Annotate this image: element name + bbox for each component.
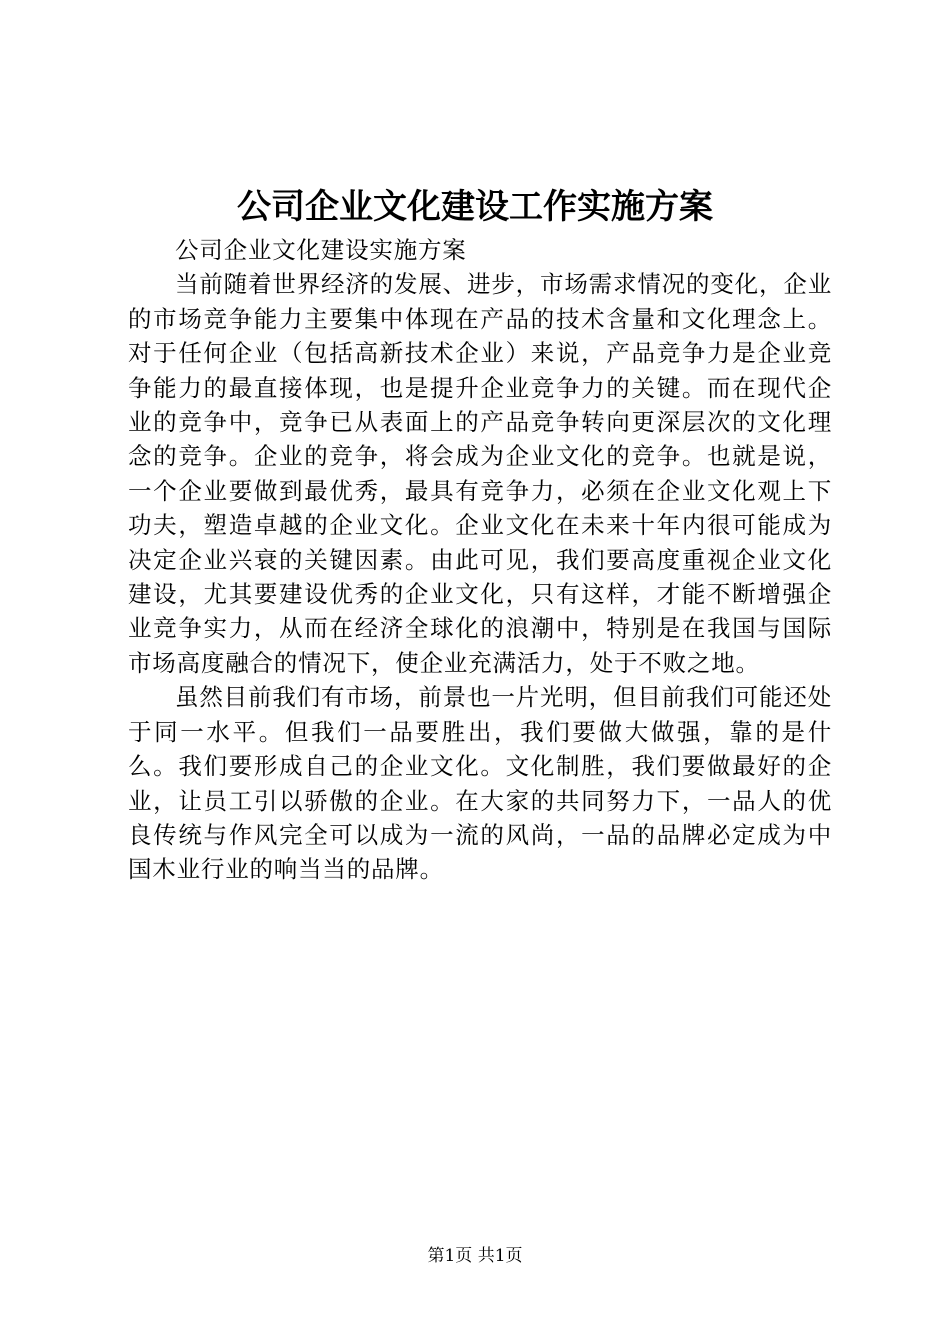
- body-paragraph: 虽然目前我们有市场，前景也一片光明，但目前我们可能还处于同一水平。但我们一品要胜出，我们要做大做强，靠的是什么。我们要形成自己的企业文化。文化制胜，我们要做最好的企业，让员工引以骄傲的企业。在大家的共同努力下，一品人的优良传统与作风完全可以成为一流的风尚，一品的品牌必定成为中国木业行业的响当当的品牌。: [128, 683, 832, 884]
- document-subtitle: 公司企业文化建设实施方案: [175, 236, 467, 264]
- page-number: 第1页 共1页: [427, 1246, 523, 1266]
- document-title: 公司企业文化建设工作实施方案: [237, 187, 713, 227]
- document-body: [128, 233, 832, 887]
- body-paragraph: 当前随着世界经济的发展、进步，市场需求情况的变化，企业的市场竞争能力主要集中体现在产品的技术含量和文化理念上。对于任何企业（包括高新技术企业）来说，产品竞争力是企业竞争能力的最直接体现，也是提升企业竞争力的关键。而在现代企业的竞争中，竞争已从表面上的产品竞争转向更深层次的文化理念的竞争。企业的竞争，将会成为企业文化的竞争。也就是说，一个企业要做到最优秀，最具有竞争力，必须在企业文化观上下功夫，塑造卓越的企业文化。企业文化在未来十年内很可能成为决定企业兴衰的关键因素。由此可见，我们要高度重视企业文化建设，尤其要建设优秀的企业文化，只有这样，才能不断增强企业竞争实力，从而在经济全球化的浪潮中，特别是在我国与国际市场高度融合的情况下，使企业充满活力，处于不败之地。: [128, 270, 832, 677]
